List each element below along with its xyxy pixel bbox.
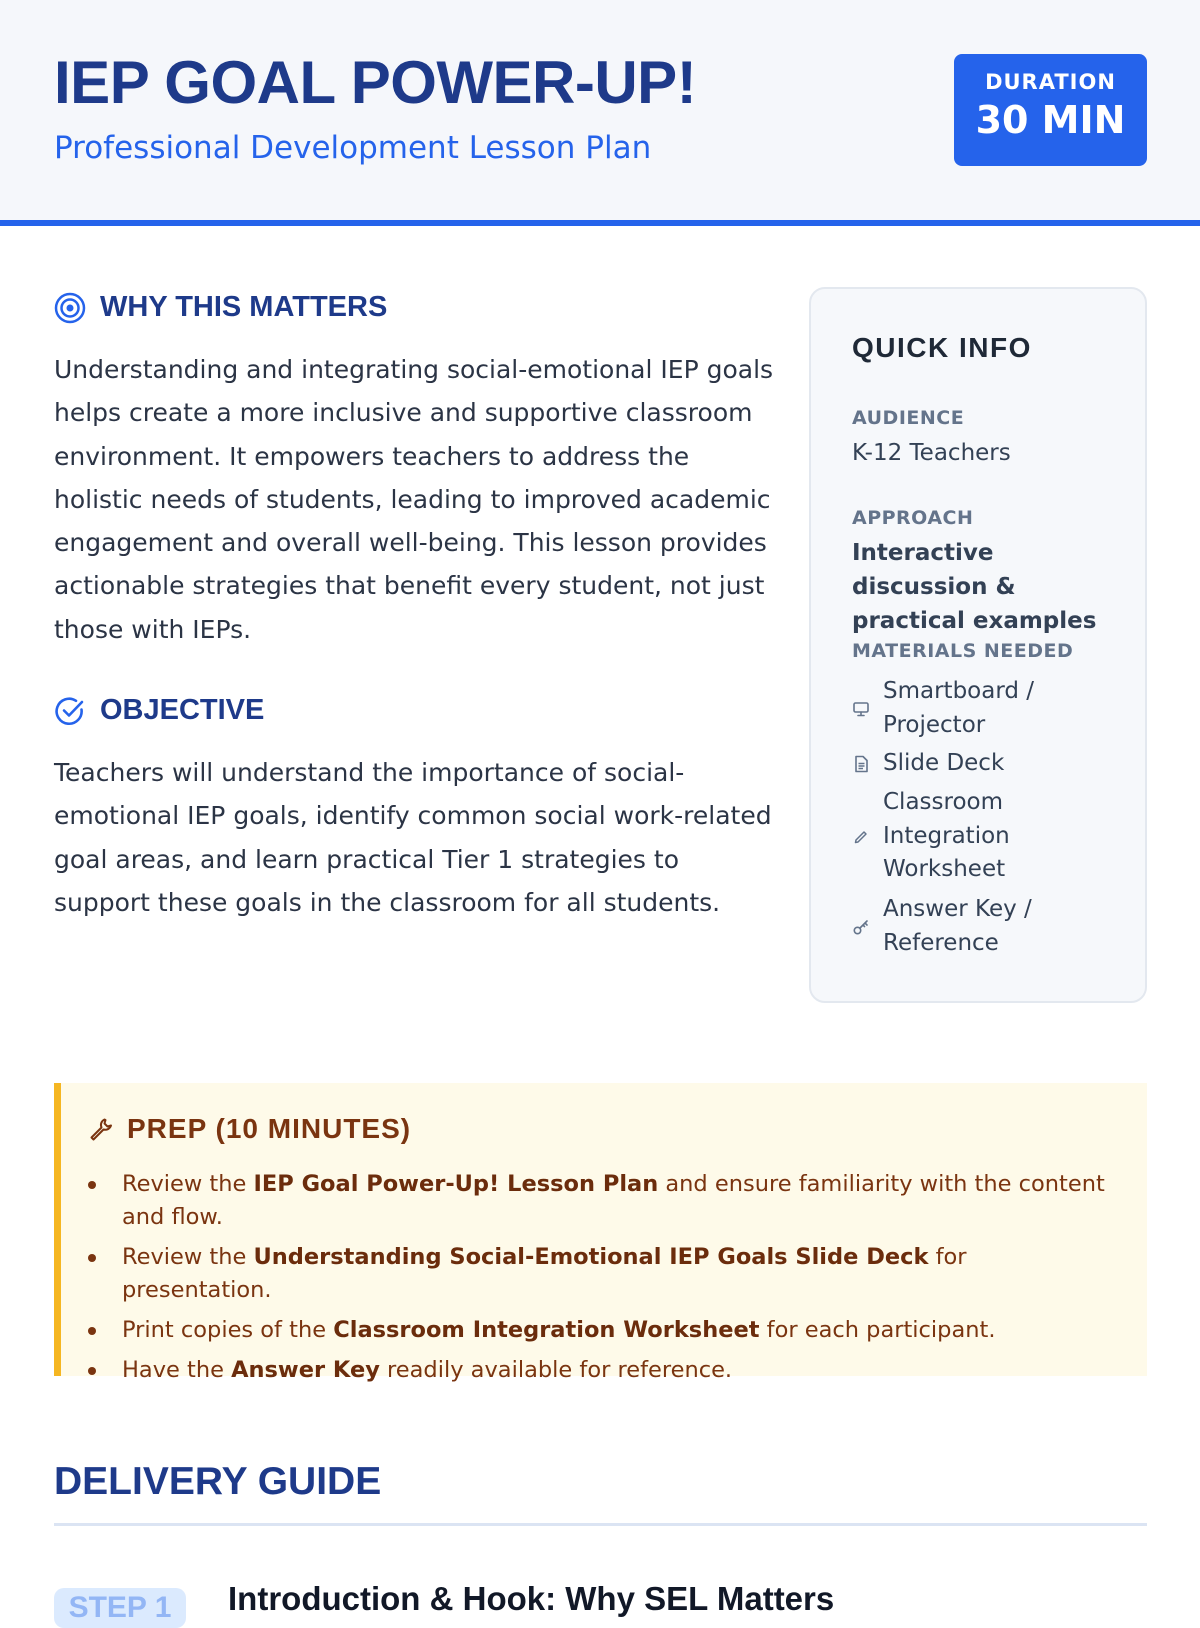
- why-heading-text: WHY THIS MATTERS: [100, 291, 388, 323]
- why-heading: [54, 291, 387, 324]
- prep-list: [88, 1168, 1118, 1394]
- wrench-icon: [88, 1116, 114, 1142]
- quick-info-card: [809, 287, 1147, 1003]
- material-label: Classroom Integration Worksheet: [883, 789, 1010, 882]
- objective-heading: [54, 694, 264, 727]
- page-subtitle: Professional Development Lesson Plan: [54, 130, 652, 166]
- approach-value: Interactive discussion & practical examples: [852, 540, 1097, 634]
- quick-info-title: QUICK INFO: [852, 332, 1032, 363]
- document-icon: [852, 755, 870, 773]
- prep-item: Review the Understanding Social-Emotional IEP Goals Slide Deck for presentation.: [88, 1241, 1118, 1307]
- duration-badge: [954, 54, 1147, 166]
- prep-item: Print copies of the Classroom Integration Worksheet for each participant.: [88, 1314, 1118, 1347]
- step-badge: STEP 1: [54, 1588, 186, 1628]
- objective-body: Teachers will understand the importance of social-emotional IEP goals, identify common social work-related goal areas, and learn practical Tier 1 strategies to support these goals in the classroom for all students.: [54, 758, 772, 917]
- check-circle-icon: [54, 695, 86, 727]
- materials-label: MATERIALS NEEDED: [852, 640, 1074, 662]
- prep-heading-text: PREP (10 MINUTES): [127, 1113, 412, 1144]
- page-header: [0, 0, 1200, 226]
- prep-heading: [88, 1113, 411, 1145]
- material-label: Smartboard / Projector: [883, 678, 1035, 738]
- duration-value: 30 MIN: [975, 98, 1126, 142]
- material-label: Slide Deck: [883, 750, 1005, 776]
- audience-value: K-12 Teachers: [852, 440, 1011, 466]
- target-icon: [54, 292, 86, 324]
- approach-label: APPROACH: [852, 507, 974, 529]
- divider: [54, 1523, 1147, 1526]
- objective-heading-text: OBJECTIVE: [100, 694, 265, 726]
- material-item: [852, 786, 1132, 887]
- page-title: IEP GOAL POWER-UP!: [54, 49, 697, 116]
- material-item: [852, 675, 1132, 742]
- monitor-icon: [852, 700, 870, 718]
- audience-label: AUDIENCE: [852, 407, 965, 429]
- delivery-guide-heading: DELIVERY GUIDE: [54, 1460, 382, 1503]
- prep-section: [54, 1083, 1147, 1383]
- prep-item: Review the IEP Goal Power-Up! Lesson Plan and ensure familiarity with the content and flow.: [88, 1168, 1118, 1234]
- material-item: [852, 747, 1132, 781]
- prep-item: Have the Answer Key readily available for reference.: [88, 1354, 1118, 1387]
- material-item: [852, 893, 1132, 960]
- step-title: Introduction & Hook: Why SEL Matters: [228, 1580, 835, 1617]
- pencil-icon: [852, 827, 870, 845]
- duration-label: DURATION: [985, 70, 1116, 94]
- why-body: Understanding and integrating social-emotional IEP goals helps create a more inclusive and supportive classroom environment. It empowers teachers to address the holistic needs of students, leading to improved academic engagement and overall well-being. This lesson provides actionable strategies that benefit every student, not just those with IEPs.: [54, 355, 774, 644]
- key-icon: [852, 918, 870, 936]
- material-label: Answer Key / Reference: [883, 896, 1032, 956]
